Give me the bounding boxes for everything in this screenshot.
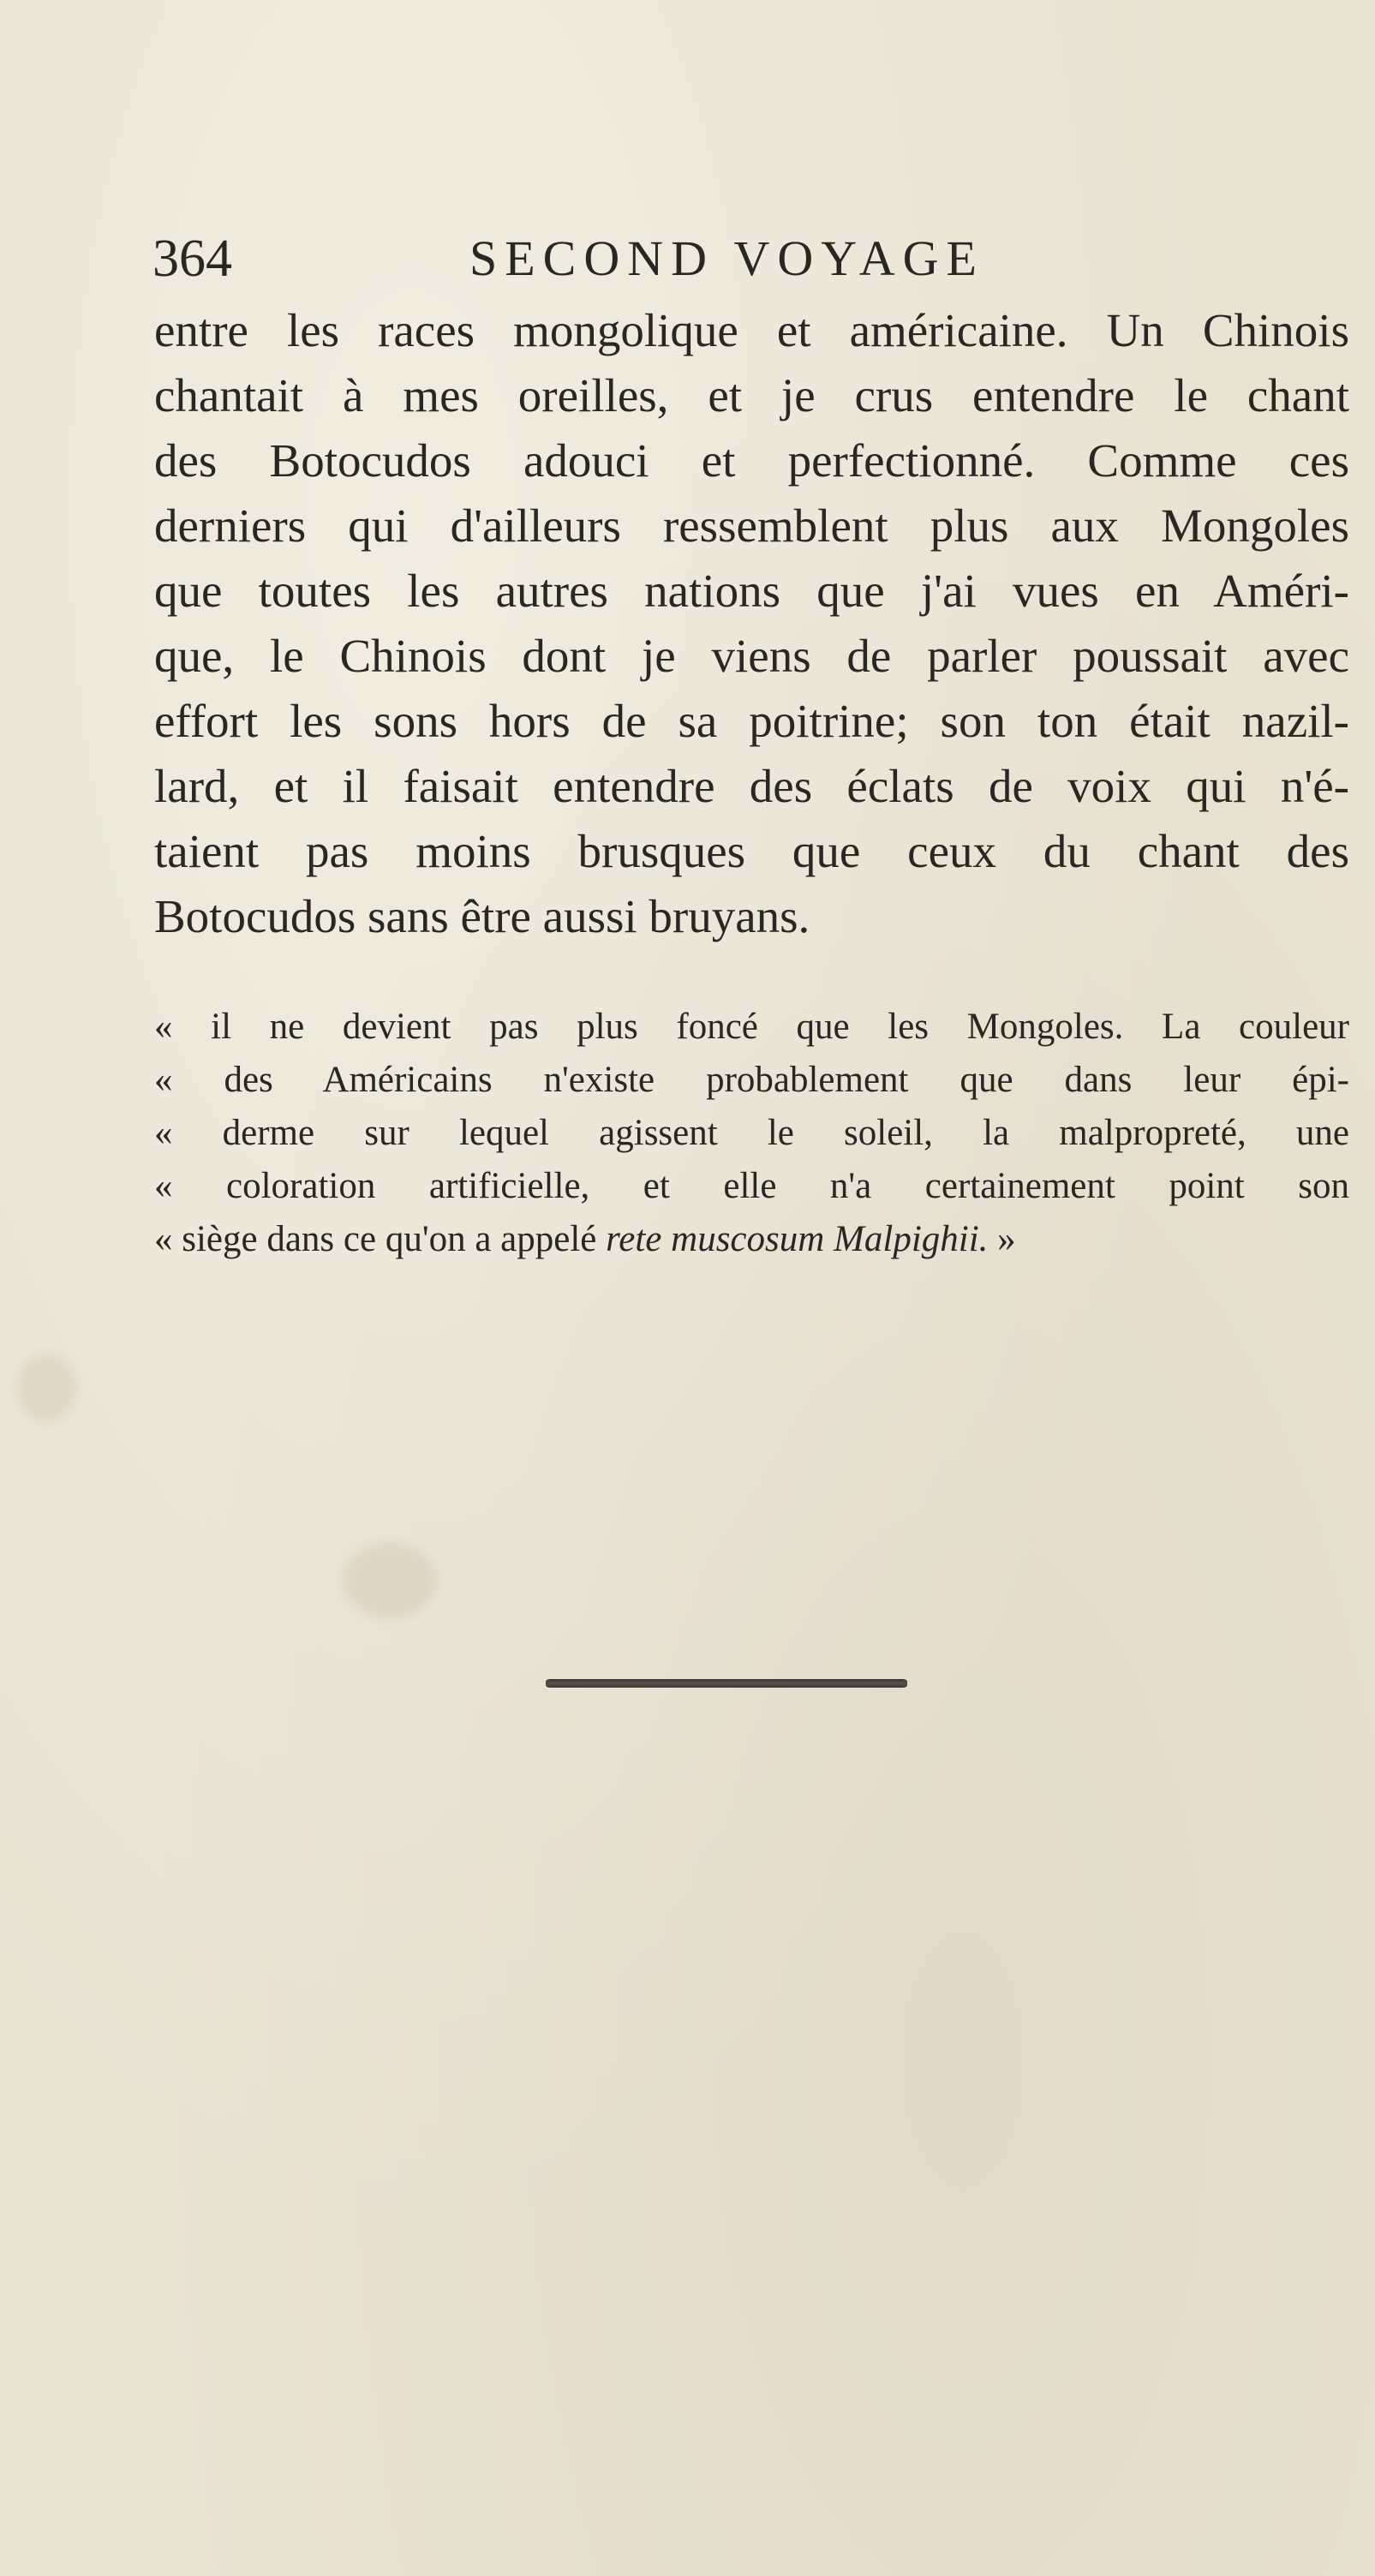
quote-line: « derme sur lequel agissent le soleil, la malpropreté, une (154, 1113, 1349, 1153)
paper-stain (17, 1354, 77, 1422)
closing-guillemet: » (997, 1219, 1016, 1259)
quoted-footnote (154, 1001, 1349, 1266)
text-line: derniers qui d'ailleurs ressemblent plus aux Mongoles (154, 499, 1349, 552)
running-head: SECOND VOYAGE (469, 230, 984, 286)
text-line: chantait à mes oreilles, et je crus entendre le chant (154, 369, 1349, 421)
text-line: effort les sons hors de sa poitrine; son ton était nazil- (154, 695, 1349, 747)
text-line: lard, et il faisait entendre des éclats de voix qui n'é- (154, 760, 1349, 812)
quote-line-start: « siège dans ce qu'on a appelé (154, 1219, 597, 1259)
text-line: des Botocudos adouci et perfectionné. Comme ces (154, 434, 1349, 487)
quote-line: « coloration artificielle, et elle n'a certainement point son (154, 1166, 1349, 1206)
page-header (152, 224, 1318, 293)
text-line: que toutes les autres nations que j'ai vues en Améri- (154, 565, 1349, 617)
text-line: entre les races mongolique et américaine. Un Chinois (154, 304, 1349, 356)
latin-term: rete muscosum Malpighii. (606, 1219, 989, 1259)
page-number: 364 (152, 230, 232, 288)
section-divider-rule (546, 1679, 907, 1688)
text-line: que, le Chinois dont je viens de parler poussait avec (154, 630, 1349, 682)
quote-line: « des Américains n'existe probablement que dans leur épi- (154, 1060, 1349, 1100)
main-paragraph (154, 298, 1349, 949)
quote-line (154, 1213, 1349, 1266)
paper-stain (343, 1542, 437, 1619)
text-line: taient pas moins brusques que ceux du chant des (154, 825, 1349, 877)
quote-line: « il ne devient pas plus foncé que les Mongoles. La couleur (154, 1007, 1349, 1047)
text-line: Botocudos sans être aussi bruyans. (154, 890, 810, 942)
